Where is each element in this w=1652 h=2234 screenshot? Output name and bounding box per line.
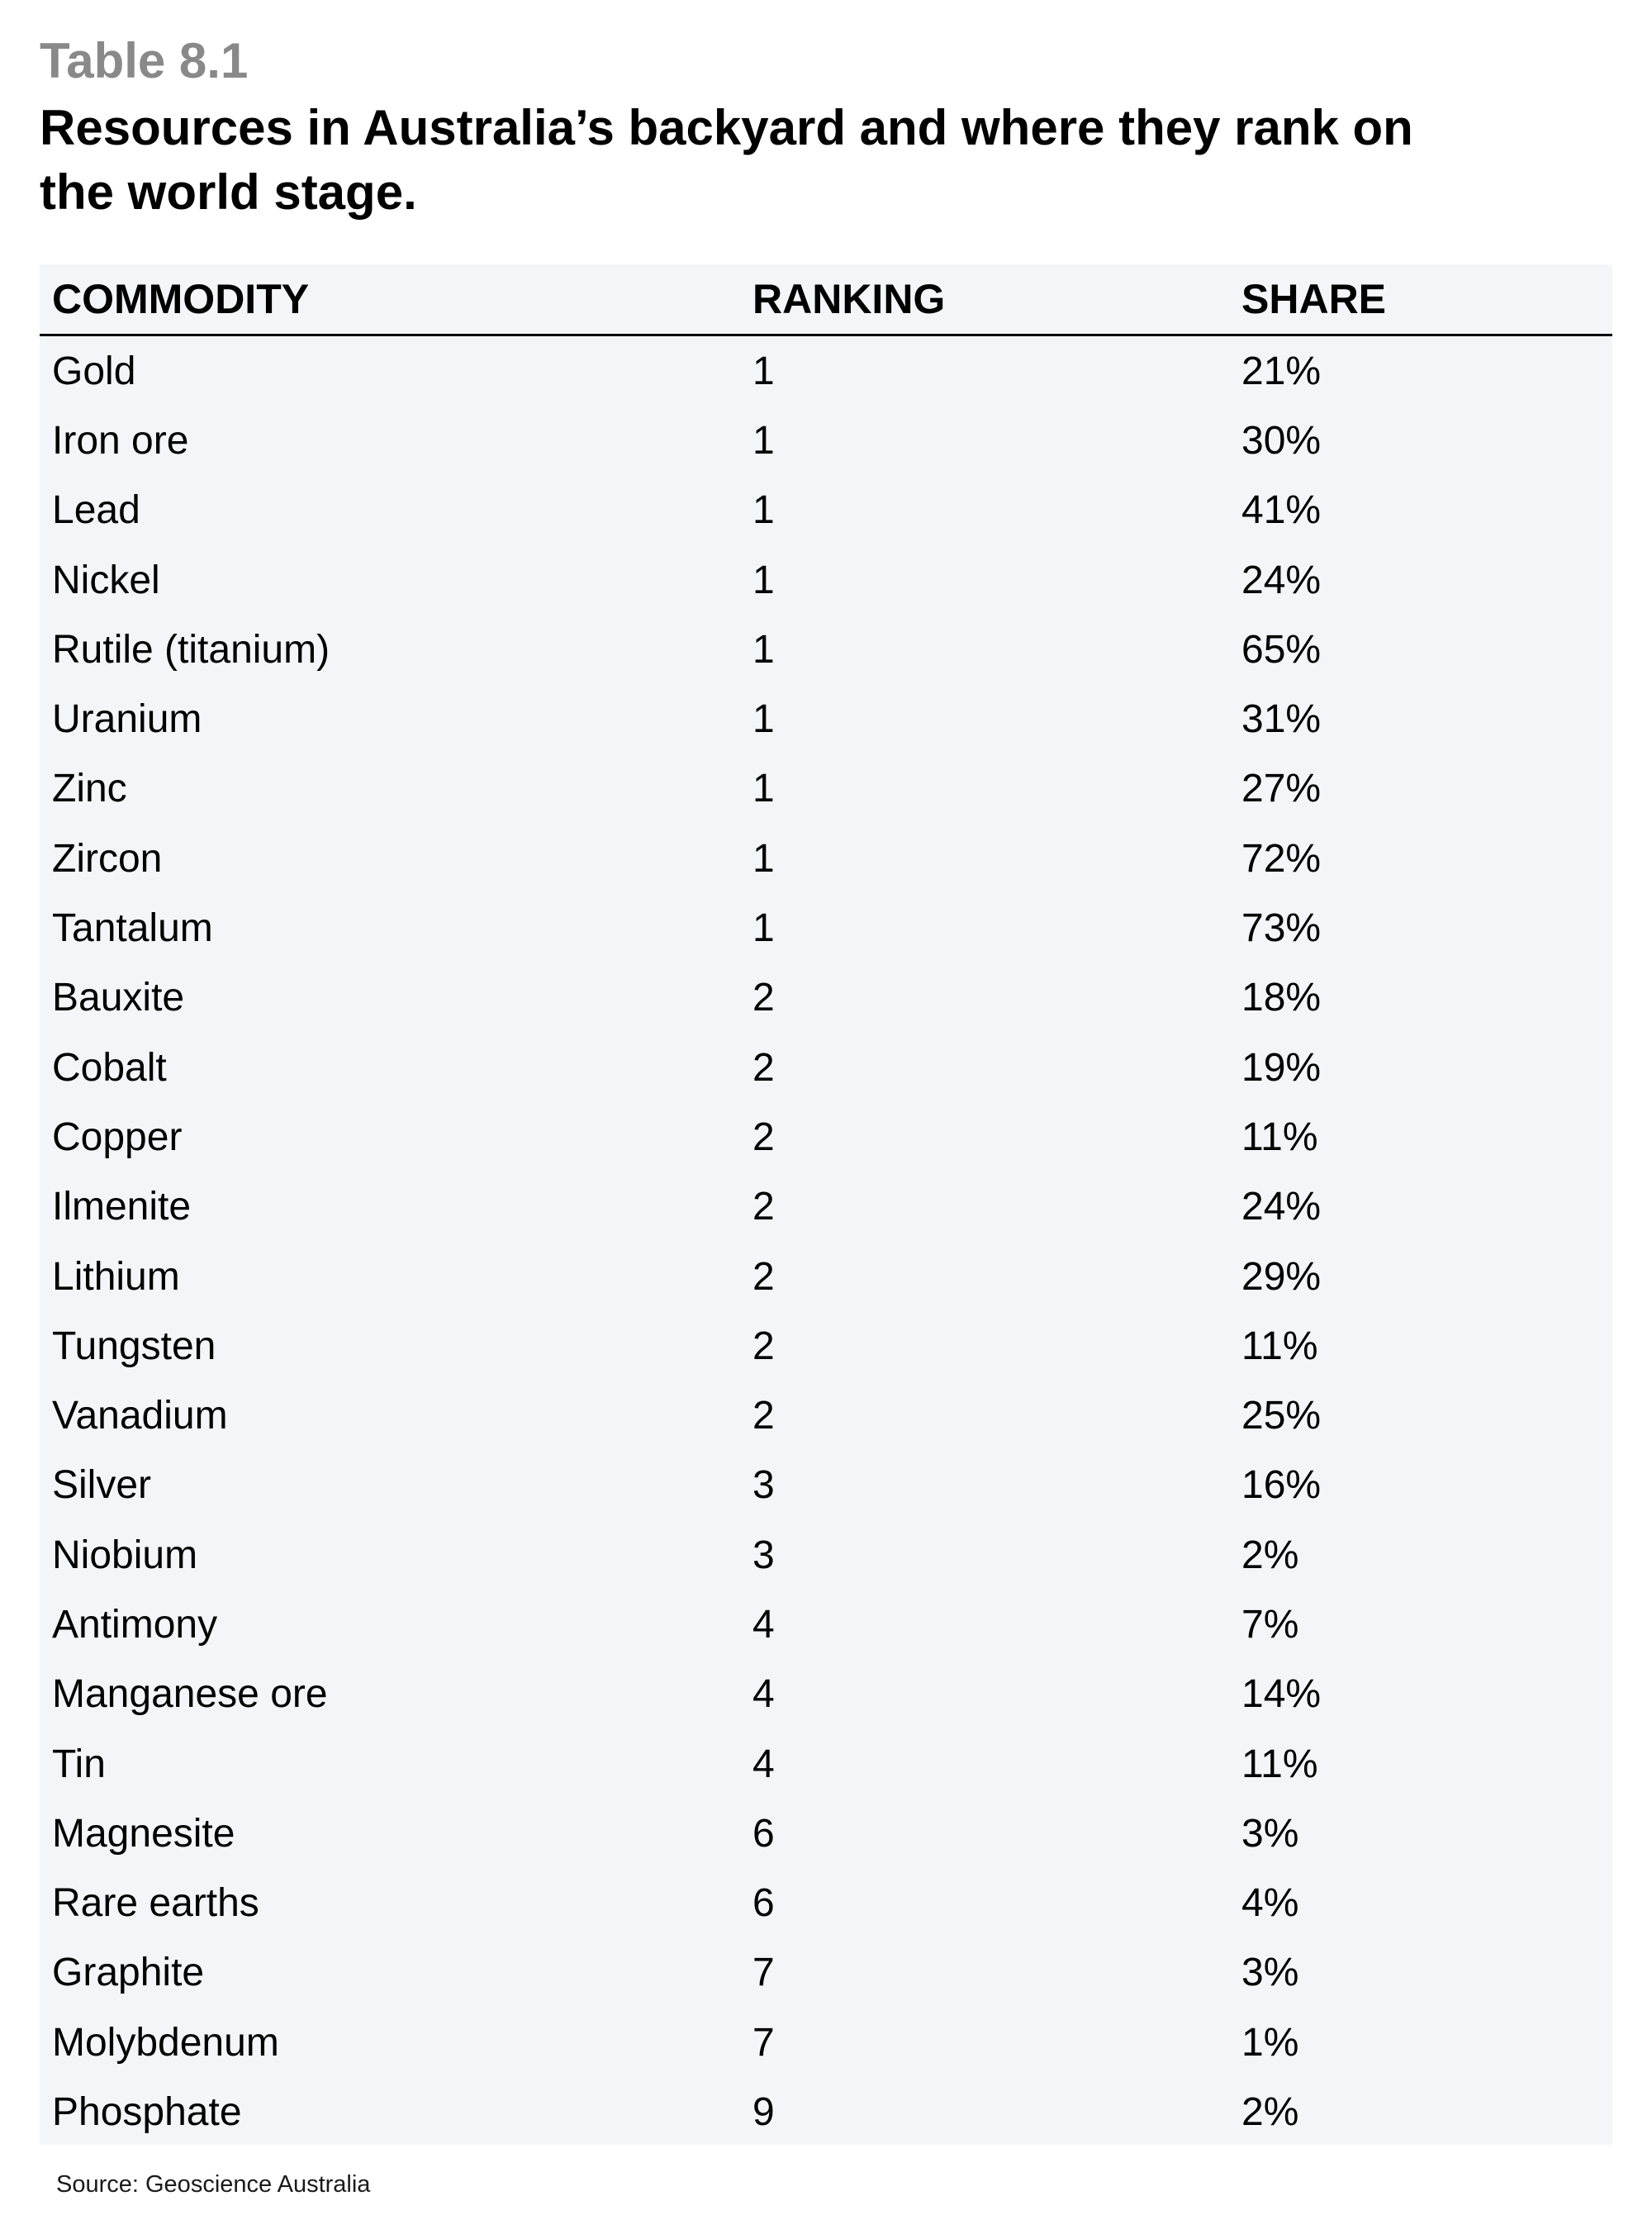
cell-share: 21% — [1241, 349, 1322, 393]
cell-commodity: Lithium — [52, 1254, 180, 1299]
cell-commodity: Antimony — [52, 1602, 218, 1647]
table-label: Table 8.1 — [40, 33, 249, 88]
cell-share: 11% — [1241, 1324, 1318, 1368]
table-row — [40, 406, 1612, 475]
table-row — [40, 1033, 1612, 1102]
cell-share: 19% — [1241, 1045, 1322, 1090]
cell-share: 16% — [1241, 1463, 1322, 1508]
cell-share: 30% — [1241, 418, 1322, 463]
cell-share: 29% — [1241, 1254, 1322, 1299]
cell-commodity: Zircon — [52, 836, 163, 881]
cell-ranking: 2 — [752, 1045, 775, 1090]
table-row — [40, 893, 1612, 963]
cell-ranking: 1 — [752, 418, 775, 463]
cell-commodity: Molybdenum — [52, 2020, 279, 2065]
table-row — [40, 335, 1612, 406]
cell-ranking: 2 — [752, 1185, 775, 1229]
cell-share: 65% — [1241, 627, 1322, 672]
cell-commodity: Vanadium — [52, 1394, 228, 1438]
cell-commodity: Gold — [52, 349, 136, 393]
cell-commodity: Cobalt — [52, 1045, 167, 1090]
cell-ranking: 2 — [752, 976, 775, 1020]
cell-commodity: Silver — [52, 1463, 152, 1508]
cell-ranking: 1 — [752, 697, 775, 742]
cell-commodity: Magnesite — [52, 1811, 235, 1856]
cell-share: 18% — [1241, 976, 1322, 1020]
table-row — [40, 1799, 1612, 1868]
table-row — [40, 824, 1612, 893]
cell-ranking: 3 — [752, 1463, 775, 1508]
cell-share: 2% — [1241, 2090, 1299, 2135]
cell-ranking: 4 — [752, 1672, 775, 1717]
cell-ranking: 2 — [752, 1324, 775, 1368]
resources-table — [40, 264, 1612, 2147]
table-row — [40, 2077, 1612, 2146]
table-row — [40, 754, 1612, 824]
cell-ranking: 6 — [752, 1881, 775, 1926]
cell-share: 72% — [1241, 836, 1322, 881]
cell-ranking: 6 — [752, 1811, 775, 1856]
table-row — [40, 1729, 1612, 1799]
cell-share: 7% — [1241, 1602, 1299, 1647]
cell-commodity: Uranium — [52, 697, 202, 742]
cell-commodity: Bauxite — [52, 976, 185, 1020]
cell-commodity: Rutile (titanium) — [52, 627, 330, 672]
cell-ranking: 2 — [752, 1394, 775, 1438]
cell-share: 25% — [1241, 1394, 1322, 1438]
cell-share: 14% — [1241, 1672, 1322, 1717]
table-row — [40, 545, 1612, 615]
table-title: Resources in Australia’s backyard and where they rank on the world stage. — [40, 100, 1413, 220]
table-header — [40, 264, 1612, 335]
cell-commodity: Zinc — [52, 767, 127, 811]
cell-ranking: 1 — [752, 767, 775, 811]
cell-share: 4% — [1241, 1881, 1299, 1926]
cell-commodity: Copper — [52, 1115, 183, 1159]
cell-ranking: 2 — [752, 1115, 775, 1159]
cell-commodity: Phosphate — [52, 2090, 242, 2135]
cell-share: 73% — [1241, 906, 1322, 951]
cell-commodity: Iron ore — [52, 418, 189, 463]
table-body — [40, 335, 1612, 2147]
cell-commodity: Graphite — [52, 1951, 205, 1995]
cell-commodity: Ilmenite — [52, 1185, 192, 1229]
header-share: SHARE — [1229, 264, 1612, 335]
cell-share: 24% — [1241, 558, 1322, 602]
table-row — [40, 963, 1612, 1033]
table-row — [40, 1172, 1612, 1242]
cell-share: 3% — [1241, 1811, 1299, 1856]
cell-share: 11% — [1241, 1115, 1318, 1159]
cell-ranking: 7 — [752, 2020, 775, 2065]
cell-commodity: Nickel — [52, 558, 160, 602]
cell-ranking: 4 — [752, 1742, 775, 1786]
header-ranking: RANKING — [740, 264, 1229, 335]
cell-share: 2% — [1241, 1533, 1299, 1577]
table-row — [40, 476, 1612, 545]
cell-share: 24% — [1241, 1185, 1322, 1229]
table-row — [40, 1242, 1612, 1311]
cell-ranking: 1 — [752, 627, 775, 672]
cell-commodity: Niobium — [52, 1533, 198, 1577]
resources-table-panel — [40, 264, 1612, 2145]
cell-commodity: Manganese ore — [52, 1672, 328, 1717]
header-row — [40, 264, 1612, 335]
cell-commodity: Lead — [52, 488, 140, 533]
table-row — [40, 1869, 1612, 1938]
table-row — [40, 615, 1612, 684]
cell-share: 1% — [1241, 2020, 1299, 2065]
table-row — [40, 2008, 1612, 2077]
cell-ranking: 1 — [752, 488, 775, 533]
cell-commodity: Tungsten — [52, 1324, 216, 1368]
cell-share: 31% — [1241, 697, 1322, 742]
cell-ranking: 1 — [752, 836, 775, 881]
cell-commodity: Tantalum — [52, 906, 213, 951]
cell-commodity: Rare earths — [52, 1881, 259, 1926]
table-row — [40, 1311, 1612, 1381]
cell-ranking: 3 — [752, 1533, 775, 1577]
cell-ranking: 1 — [752, 349, 775, 393]
table-row — [40, 1381, 1612, 1450]
cell-ranking: 4 — [752, 1602, 775, 1647]
cell-share: 3% — [1241, 1951, 1299, 1995]
header-commodity: COMMODITY — [40, 264, 740, 335]
table-row — [40, 1102, 1612, 1172]
cell-ranking: 9 — [752, 2090, 775, 2135]
source-note: Source: Geoscience Australia — [56, 2171, 371, 2198]
cell-share: 11% — [1241, 1742, 1318, 1786]
cell-ranking: 2 — [752, 1254, 775, 1299]
table-row — [40, 1938, 1612, 2008]
table-row — [40, 1520, 1612, 1590]
cell-ranking: 7 — [752, 1951, 775, 1995]
cell-share: 41% — [1241, 488, 1322, 533]
table-row — [40, 1590, 1612, 1659]
table-row — [40, 1451, 1612, 1520]
table-row — [40, 684, 1612, 753]
cell-ranking: 1 — [752, 558, 775, 602]
cell-commodity: Tin — [52, 1742, 106, 1786]
cell-share: 27% — [1241, 767, 1322, 811]
table-row — [40, 1660, 1612, 1729]
cell-ranking: 1 — [752, 906, 775, 951]
